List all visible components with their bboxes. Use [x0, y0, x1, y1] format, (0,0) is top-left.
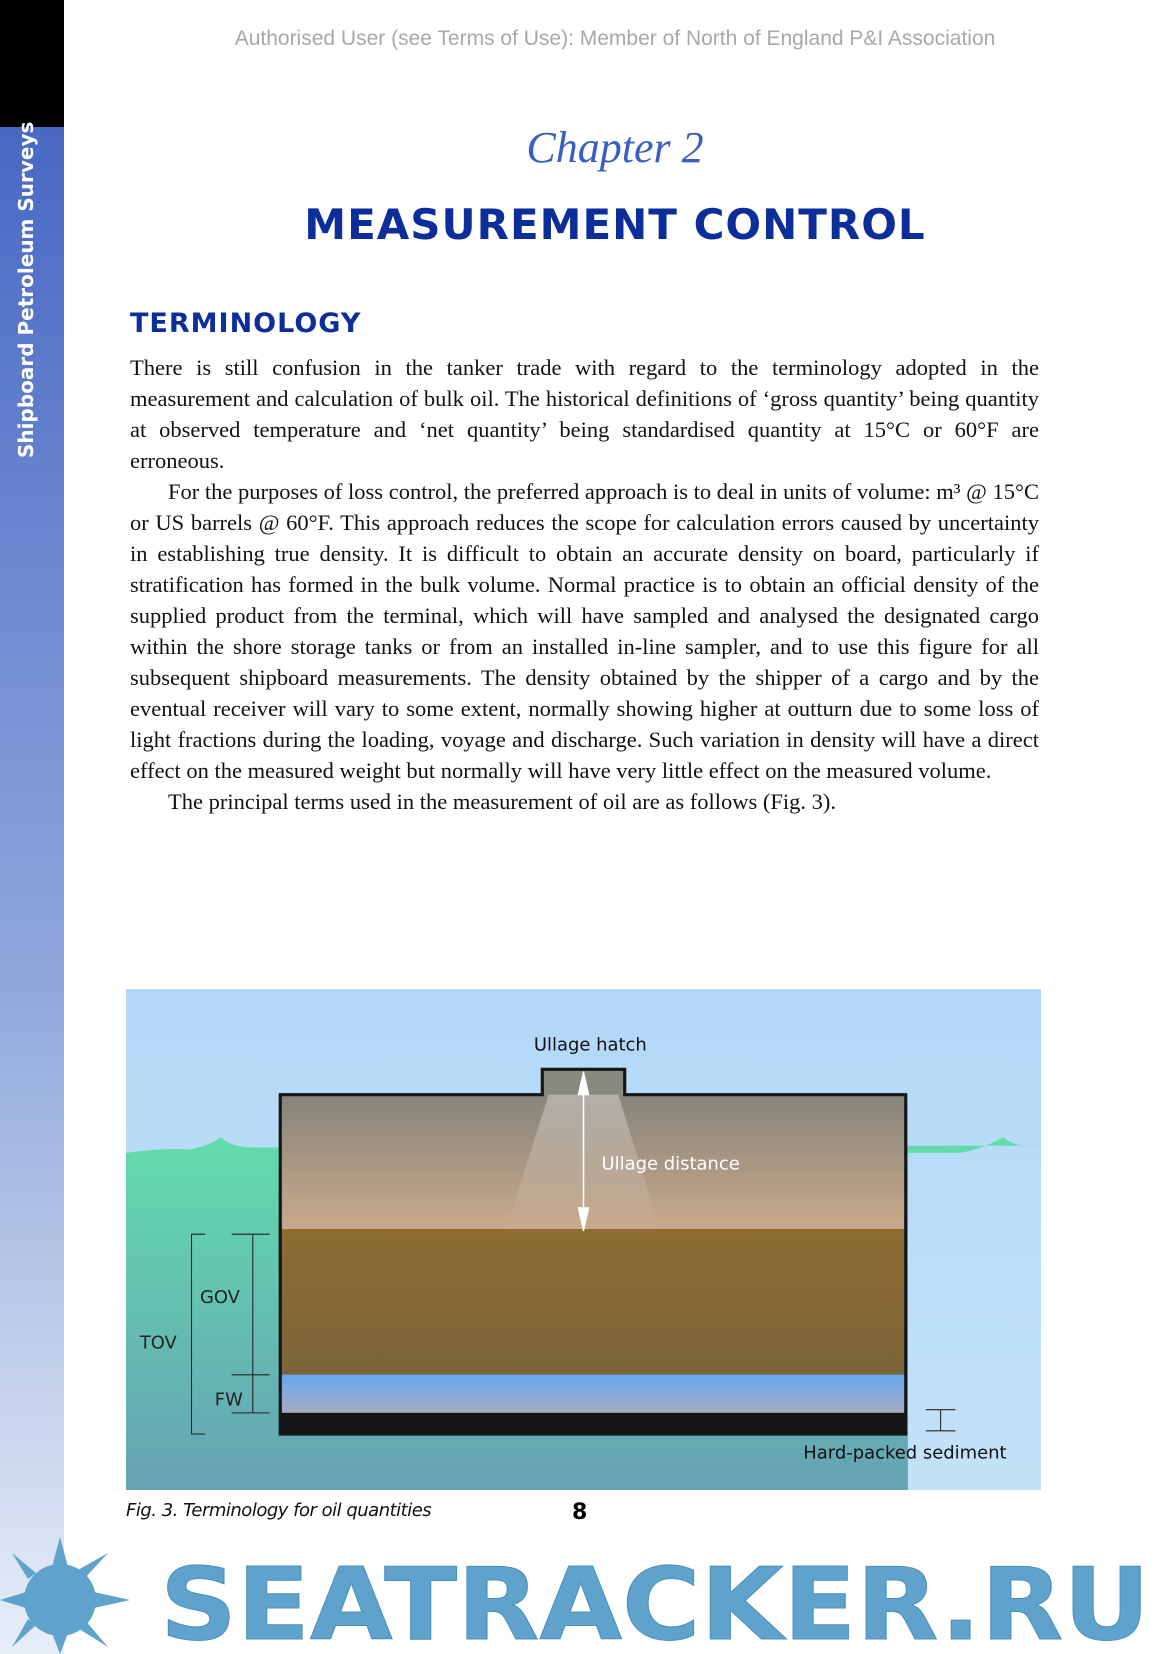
authorised-user-notice: Authorised User (see Terms of Use): Member of North of England P&I Association — [234, 27, 996, 50]
watermark-text: SEATRACKER.RU — [160, 1546, 1150, 1654]
tov-label: TOV — [139, 1332, 177, 1354]
sidebar-black-block — [0, 0, 64, 127]
fw-label: FW — [214, 1389, 243, 1411]
chapter-label: Chapter 2 — [526, 123, 704, 172]
sidebar-book-title: Shipboard Petroleum Surveys — [14, 121, 38, 458]
paragraph: For the purposes of loss control, the preferred approach is to deal in units of volume: m³ @ 15°C or US barrels @ 60°F. This approach reduces the scope for calculation errors caused by uncertainty in establishing true density. It is difficult to obtain an accurate density on board, particularly if stratification has formed in the bulk volume. Normal practice is to obtain an official density of the supplied product from the terminal, which will have sampled and analysed the designated cargo within the shore storage tanks or from an installed in-line sampler, and to use this figure for all subsequent shipboard measurements. The density obtained by the shipper of a cargo and by the eventual receiver will vary to some extent, normally showing higher at outturn due to some loss of light fractions during the loading, voyage and discharge. Such variation in density will have a direct effect on the measured weight but normally will have very little effect on the measured volume. — [130, 479, 1039, 783]
chapter-title: MEASUREMENT CONTROL — [304, 200, 926, 249]
gov-label: GOV — [199, 1286, 240, 1308]
oil-layer — [280, 1229, 905, 1375]
seatracker-watermark — [0, 1535, 1166, 1654]
paragraph: The principal terms used in the measurement of oil are as follows (Fig. 3). — [168, 789, 836, 814]
sediment-label: Hard-packed sediment — [803, 1442, 1007, 1464]
ullage-distance-label: Ullage distance — [601, 1153, 740, 1175]
section-heading: TERMINOLOGY — [130, 308, 362, 339]
body-text — [130, 352, 1039, 817]
figure-caption: Fig. 3. Terminology for oil quantities — [126, 1500, 432, 1521]
ullage-hatch-label: Ullage hatch — [533, 1034, 647, 1056]
page-number: 8 — [572, 1500, 588, 1525]
sun-logo-icon — [0, 1537, 130, 1654]
paragraph: There is still confusion in the tanker trade with regard to the terminology adopted in the measurement and calculation of bulk oil. The historical definitions of ‘gross quantity’ being quantity at observed temperature and ‘net quantity’ being standardised quantity at 15°C or 60°F are erroneous. — [130, 355, 1039, 473]
free-water-layer — [280, 1375, 905, 1413]
tank-terminology-diagram — [126, 989, 1041, 1490]
sediment-layer — [280, 1413, 905, 1434]
